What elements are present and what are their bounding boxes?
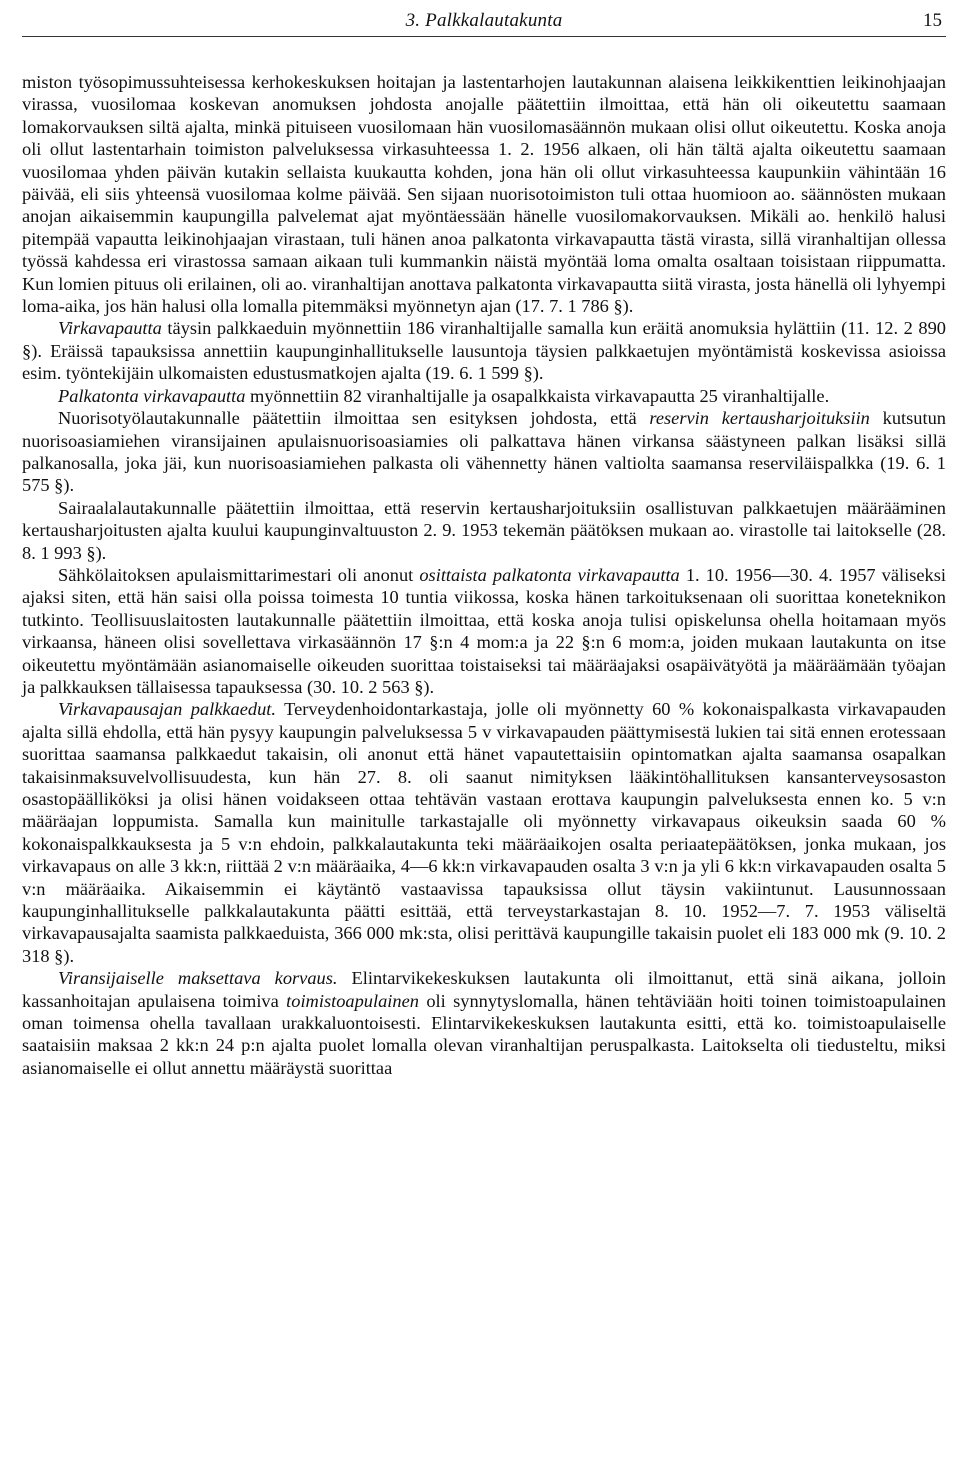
paragraph-sairaalalautakunta [22,497,946,564]
paragraph-7-text: Terveydenhoidontarkastaja, jolle oli myönnetty 60 % kokonaispalkasta virkavapauden ajalta sillä ehdolla, että hän pysyy kaupungin palveluksessa 5 v virkavapauden päättymisestä lukien tai sitä ennen erotessaan suorittaa saamansa palkkaedut takaisin, oli anonut että hänet vapautettaisiin opintomatkan ajalta saamansa osapalkan takaisinmaksuvelvollisuudesta, kun hän 27. 8. oli saanut nimityksen lääkintöhallituksen kansanterveysosaston osastopäälliköksi ja olisi hänen voidakseen ottaa tehtävän vastaan erottava kaupungin palveluksesta ennen ko. 5 v:n määräajan loppumista. Samalla kun mainitulle tarkastajalle oli myönnetty virkavapaus oikeuksin saada 60 % kokonaispalkkauksesta ja 5 v:n ehdoin, palkkalautakunta teki määräaikojen osalta periaatepäätöksen, jonka mukaan, jos virkavapaus on alle 3 kk:n, riittää 2 v:n määräaika, 4—6 kk:n virkavapauden osalta 3 v:n ja yli 6 kk:n virkavapauden osalta 5 v:n määräaika. Aikaisemmin ei käytäntö vastaavissa tapauksissa ollut täysin vakiintunut. Lausunnossaan kaupunginhallitukselle palkkalautakunta päätti esittää, että terveystarkastajan 8. 10. 1952—7. 7. 1953 väliseltä virkavapausajalta saamista palkkaeduista, 366 000 mk:sta, olisi perittävä kaupungille takaisin puolet eli 183 000 mk (9. 10. 2 318 §). [22,699,946,966]
paragraph-4-text-a: Nuorisotyölautakunnalle päätettiin ilmoittaa sen esityksen johdosta, että [58,408,650,429]
heading-palkatonta-virkavapautta: Palkatonta virkavapautta [58,385,246,406]
emphasis-reservin-kertausharjoituksiin: reservin kertausharjoituksiin [649,408,870,429]
running-title: 3. Palkkalautakunta [405,10,563,31]
paragraph-sahkolaitos [22,564,946,698]
paragraph-5-text: Sairaalalautakunnalle päätettiin ilmoittaa, että reservin kertausharjoituksiin osallistuvan palkkaetujen määrääminen kertausharjoitusten ajalta kuului kaupunginvaltuuston 2. 9. 1953 tekemän päätöksen mukaan ao. virastolle tai laitokselle (28. 8. 1 993 §). [22,497,946,563]
paragraph-palkatonta [22,385,946,407]
paragraph-4-text-b: kutsutun nuorisoasiamiehen viransijainen apulaisnuorisoasiamies oli palkattava hänen virkansa säästyneen palkan lisäksi sillä palkanosalla, joka jäi, kun nuorisoasiamiehen palkasta oli vähennetty hänen valtiolta saamansa reserviläispalkka (19. 6. 1 575 §). [22,408,946,496]
heading-viransijaiselle-korvaus: Viransijaiselle maksettava korvaus. [58,968,338,989]
heading-virkavapautta: Virkavapautta [58,318,162,339]
paragraph-3-text: myönnettiin 82 viranhaltijalle ja osapalkkaista virkavapautta 25 viranhaltijalle. [245,385,830,406]
body-text [22,71,946,1079]
page-number: 15 [923,10,942,31]
paragraph-8-text-a: Elintarvikekeskuksen lautakunta oli ilmoittanut, että sinä aikana, jolloin kassanhoitajan apulaisena toimiva [22,968,946,1011]
emphasis-osittaista-palkatonta: osittaista palkatonta virkavapautta [419,564,680,585]
paragraph-1 [22,71,946,317]
paragraph-8-text-b: oli synnytyslomalla, hänen tehtäviään hoiti toinen toimistoapulainen oman toimensa ohella tavallaan urakkaluontoisesti. Elintarvikekeskuksen lautakunta esitti, että ko. toimistoapulaiselle saataisiin maksaa 2 kk:n 24 p:n ajalta puolet lomalla olevan viranhaltijan peruspalkasta. Laitokselta oli tiedusteltu, miksi asianomaiselle ei ollut annettu määräystä suorittaa [22,990,946,1078]
paragraph-6-text-a: Sähkölaitoksen apulaismittarimestari oli anonut [58,564,420,585]
paragraph-virkavapausajan [22,698,946,967]
running-header [22,6,946,37]
paragraph-virkavapautta [22,317,946,384]
heading-virkavapausajan-palkkaedut: Virkavapausajan palkkaedut. [58,699,277,720]
paragraph-2-text: täysin palkkaeduin myönnettiin 186 viranhaltijalle samalla kun eräitä anomuksia hylättiin (11. 12. 2 890 §). Eräissä tapauksissa annettiin kaupunginhallitukselle lausuntoja täysien palkkaetujen myöntämistä koskevissa asioissa esim. työntekijäin ulkomaisten edustusmatkojen ajalta (19. 6. 1 599 §). [22,318,946,384]
paragraph-6-text-b: 1. 10. 1956—30. 4. 1957 väliseksi ajaksi siten, että hän saisi olla poissa toimesta 10 tuntia viikossa, koska hänen tarkoituksenaan oli suorittaa koneteknikon tutkinto. Teollisuuslaitosten lautakunnalle päätettiin ilmoittaa, että koska anoja tulisi opiskelunsa ohella hoitamaan myös virkaansa, häneen olisi sovellettava virkasäännön 17 §:n 4 mom:a ja 22 §:n 6 mom:a, joiden mukaan lautakunta on itse oikeutettu myöntämään asianomaiselle oikeuden suorittaa toistaiseksi tai määräajaksi osapäivätyötä ja määräämään työajan ja palkkauksen tällaisessa tapauksessa (30. 10. 2 563 §). [22,564,947,697]
paragraph-viransijaiselle [22,967,946,1079]
paragraph-nuorisotyolautakunta [22,407,946,497]
paragraph-1-text: miston työsopimussuhteisessa kerhokeskuksen hoitajan ja lastentarhojen lautakunnan alaisena leikkikenttien leikinohjaajan virassa, vuosilomaa koskevan anomuksen johdosta anojalle päätettiin ilmoittaa, että hän oli oikeutettu saamaan lomakorvauksen siltä ajalta, minkä pituiseen vuosilomaan hän vuosilomasäännön mukaan olisi ollut oikeutettu. Koska anoja oli ollut lastentarhain toimiston palveluksessa virkasuhteessa 1. 2. 1956 alkaen, oli hän tältä ajalta oikeutettu saamaan vuosilomaa yhden päivän kutakin sellaista kuukautta kohden, jona hän oli ollut virkasuhteessa kaupunkiin vähintään 16 päivää, eli siis yhteensä vuosilomaa kolme päivää. Sen sijaan nuorisotoimiston tuli ottaa huomioon ao. säännösten mukaan anojan aikaisemmin kaupungilla palvelemat ajat myöntäessään hänelle vuosilomakorvauksen. Mikäli ao. henkilö halusi pitempää vapautta leikinohjaajan virastaan, tuli hänen anoa palkatonta virkavapautta tästä virasta, sillä viranhaltijan ollessa työssä kahdessa eri virastossa samaan aikaan tuli kummankin näistä myöntää loma omalta osaltaan toisistaan riippumatta. Kun lomien pituus oli erilainen, oli ao. viranhaltijan anottava palkatonta virkavapautta siitä virasta, josta hänellä oli lyhyempi loma-aika, jos hän halusi olla lomalla pitemmäksi myönnetyn ajan (17. 7. 1 786 §). [22,72,946,317]
emphasis-toimistoapulainen: toimistoapulainen [286,990,419,1011]
